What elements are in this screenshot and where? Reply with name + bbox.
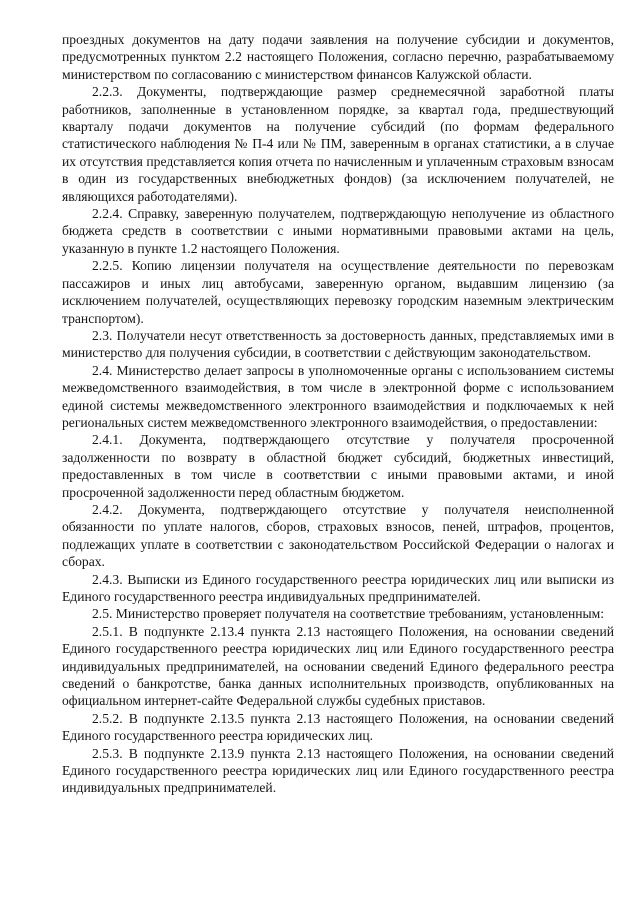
paragraph-2-4-3: 2.4.3. Выписки из Единого государственного реестра юридических лиц или выписки из Единого государственного реестра индивидуальных предпринимателей.	[62, 571, 614, 604]
paragraph-2-5-2: 2.5.2. В подпункте 2.13.5 пункта 2.13 настоящего Положения, на основании сведений Единого государственного реестра юридических лиц.	[62, 710, 614, 744]
paragraph-2-5-1: 2.5.1. В подпункте 2.13.4 пункта 2.13 настоящего Положения, на основании сведений Единого государственного реестра юридических лиц или Единого государственного реестра индивидуальных предпринимателей, на основании сведений Единого федерального реестра сведений о банкротстве, банка данных исполнительных производств, опубликованных на официальном интернет-сайте Федеральной службы судебных приставов.	[62, 623, 614, 709]
paragraph-2-4-2: 2.4.2. Документа, подтверждающего отсутствие у получателя неисполненной обязанности по уплате налогов, сборов, страховых взносов, пеней, штрафов, процентов, подлежащих уплате в соответствии с законодательством Российской Федерации о налогах и сборах.	[62, 501, 614, 570]
paragraph-continuation: проездных документов на дату подачи заявления на получение субсидии и документов, предусмотренных пунктом 2.2 настоящего Положения, согласно перечню, разрабатываемому министерством по согласованию с министерством финансов Калужской области.	[62, 32, 614, 82]
document-page	[62, 31, 614, 797]
paragraph-2-2-5: 2.2.5. Копию лицензии получателя на осуществление деятельности по перевозкам пассажиров и иных лиц автобусами, заверенную органом, выдавшим лицензию (за исключением получателей, осуществляющих перевозку городским наземным электрическим транспортом).	[62, 258, 614, 326]
paragraph-2-2-4: 2.2.4. Справку, заверенную получателем, подтверждающую неполучение из областного бюджета средств в соответствии с иными нормативными правовыми актами на цель, указанную в пункте 1.2 настоящего Положения.	[62, 206, 614, 256]
paragraph-2-4: 2.4. Министерство делает запросы в уполномоченные органы с использованием системы межведомственного взаимодействия, в том числе в электронной форме с использованием единой системы межведомственного электронного взаимодействия и подключаемых к ней региональных систем межведомственного электронного взаимодействия, о предоставлении:	[62, 362, 614, 430]
paragraph-2-5: 2.5. Министерство проверяет получателя на соответствие требованиям, установленным:	[92, 606, 605, 622]
paragraph-2-3: 2.3. Получатели несут ответственность за достоверность данных, представляемых ими в министерство для получения субсидии, в соответствии с действующим законодательством.	[62, 327, 614, 361]
paragraph-2-5-3: 2.5.3. В подпункте 2.13.9 пункта 2.13 настоящего Положения, на основании сведений Единого государственного реестра юридических лиц или Единого государственного реестра индивидуальных предпринимателей.	[62, 745, 614, 796]
paragraph-2-2-3: 2.2.3. Документы, подтверждающие размер среднемесячной заработной платы работников, заполненные в установленном порядке, за квартал года, предшествующий кварталу подачи документов на получение субсидий (по формам федерального статистического наблюдения № П-4 или № ПМ, заверенным в органах статистики, а в случае их отсутствия представляется копия отчета по начисленным и уплаченным страховым взносам в один из государственных внебюджетных фондов) (за исключением получателей, не являющихся работодателями).	[62, 84, 614, 204]
paragraph-2-4-1: 2.4.1. Документа, подтверждающего отсутствие у получателя просроченной задолженности по возврату в областной бюджет субсидий, бюджетных инвестиций, предоставленных в том числе в соответствии с иными правовыми актами, и иной просроченной задолженности перед областным бюджетом.	[62, 432, 614, 500]
